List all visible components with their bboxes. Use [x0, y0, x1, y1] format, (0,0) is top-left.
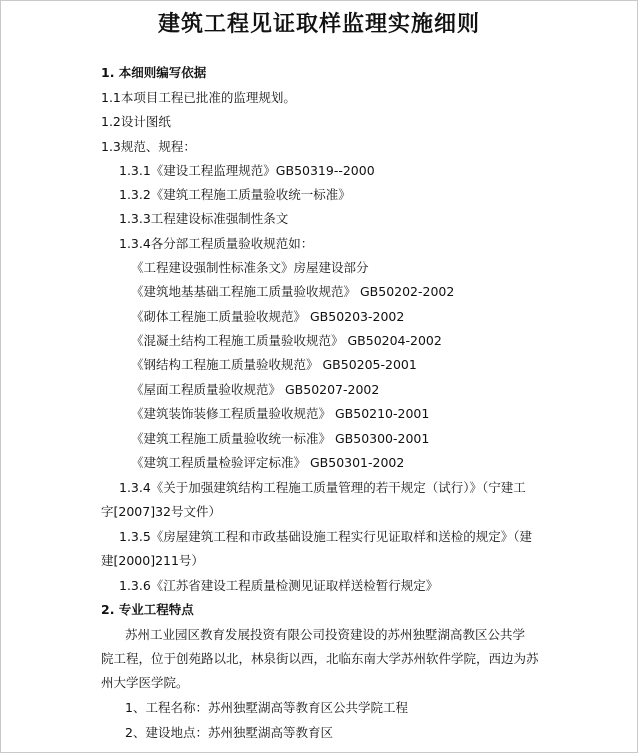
- section-2-heading: 2. 专业工程特点: [101, 602, 194, 617]
- paragraph-line: 苏州工业园区教育发展投资有限公司投资建设的苏州独墅湖高教区公共学: [125, 627, 526, 642]
- fact-item: 1、工程名称：苏州独墅湖高等教育区公共学院工程: [125, 700, 408, 715]
- paragraph-line: 州大学医学院。: [101, 675, 189, 690]
- sub-list-item: 1.3.4各分部工程质量验收规范如：: [119, 236, 314, 251]
- standard-item: 《建筑装饰装修工程质量验收规范》 GB50210-2001: [131, 406, 430, 421]
- sub-list-item: 1.3.4《关于加强建筑结构工程施工质量管理的若干规定（试行）》（宁建工: [119, 480, 526, 495]
- sub-list-item: 1.3.6《江苏省建设工程质量检测见证取样送检暂行规定》: [119, 578, 439, 593]
- standard-item: 《建筑工程质量检验评定标准》 GB50301-2002: [131, 455, 405, 470]
- standard-item: 《建筑地基基础工程施工质量验收规范》 GB50202-2002: [131, 284, 455, 299]
- document-title: 建筑工程见证取样监理实施细则: [157, 11, 480, 37]
- sub-list-item-continuation: 字[2007]32号文件）: [101, 504, 221, 519]
- standard-item: 《建筑工程施工质量验收统一标准》 GB50300-2001: [131, 431, 430, 446]
- standard-item: 《混凝土结构工程施工质量验收规范》 GB50204-2002: [131, 333, 442, 348]
- sub-list-item: 1.3.5《房屋建筑工程和市政基础设施工程实行见证取样和送检的规定》（建: [119, 529, 533, 544]
- section-1-heading: 1. 本细则编写依据: [101, 65, 207, 80]
- paragraph-line: 院工程，位于创苑路以北，林泉街以西，北临东南大学苏州软件学院，西边为苏: [101, 651, 539, 666]
- sub-list-item: 1.3.2《建筑工程施工质量验收统一标准》: [119, 187, 351, 202]
- sub-list-item: 1.3.3工程建设标准强制性条文: [119, 211, 289, 226]
- standard-item: 《工程建设强制性标准条文》房屋建设部分: [131, 260, 369, 275]
- standard-item: 《钢结构工程施工质量验收规范》 GB50205-2001: [131, 357, 417, 372]
- standard-item: 《砌体工程施工质量验收规范》 GB50203-2002: [131, 309, 405, 324]
- fact-item: 2、建设地点：苏州独墅湖高等教育区: [125, 725, 333, 740]
- list-item: 1.2设计图纸: [101, 114, 171, 129]
- list-item: 1.1本项目工程已批准的监理规划。: [101, 90, 296, 105]
- sub-list-item: 1.3.1《建设工程监理规范》GB50319--2000: [119, 163, 375, 178]
- sub-list-item-continuation: 建[2000]211号）: [101, 553, 204, 568]
- standard-item: 《屋面工程质量验收规范》 GB50207-2002: [131, 382, 380, 397]
- list-item: 1.3规范、规程：: [101, 139, 196, 154]
